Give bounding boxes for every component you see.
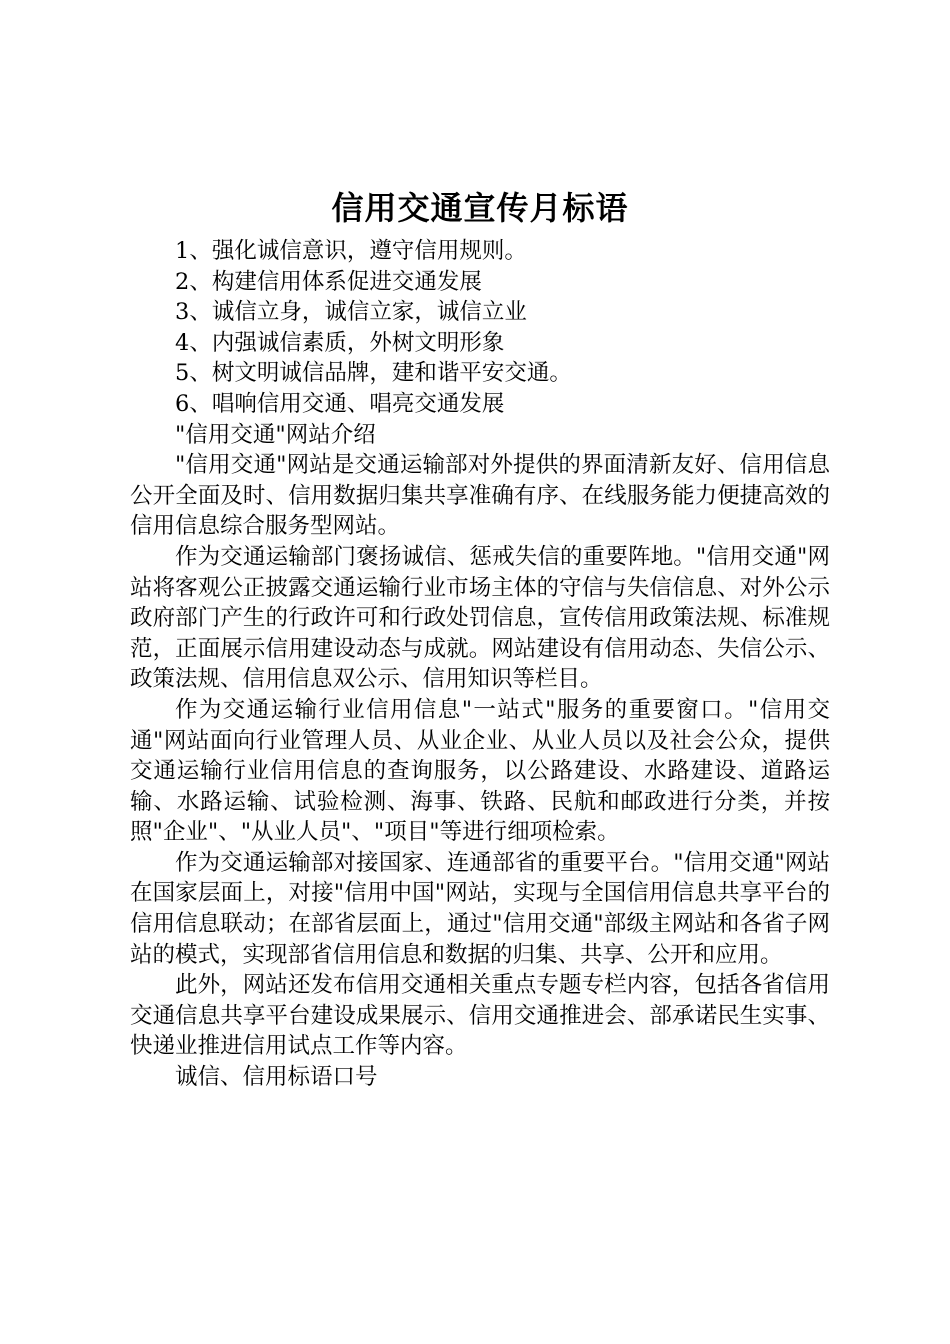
body-paragraph: 作为交通运输部门褒扬诚信、惩戒失信的重要阵地。"信用交通"网站将客观公正披露交通运输行业市场主体的守信与失信信息、对外公示政府部门产生的行政许可和行政处罚信息，宣传信用政策法规、标准规范，正面展示信用建设动态与成就。网站建设有信用动态、失信公示、政策法规、信用信息双公示、信用知识等栏目。	[130, 543, 830, 693]
slogan-item: 3、诚信立身，诚信立家，诚信立业	[175, 299, 527, 326]
document-title: 信用交通宣传月标语	[331, 189, 629, 227]
slogan-item: 6、唱响信用交通、唱亮交通发展	[175, 390, 505, 417]
body-paragraph: 此外，网站还发布信用交通相关重点专题专栏内容，包括各省信用交通信息共享平台建设成果展示、信用交通推进会、部承诺民生实事、快递业推进信用试点工作等内容。	[130, 972, 830, 1060]
slogan-item: 4、内强诚信素质，外树文明形象	[175, 329, 505, 356]
body-paragraph: 作为交通运输行业信用信息"一站式"服务的重要窗口。"信用交通"网站面向行业管理人员、从业企业、从业人员以及社会公众，提供交通运输行业信用信息的查询服务，以公路建设、水路建设、道路运输、水路运输、试验检测、海事、铁路、民航和邮政进行分类，并按照"企业"、"从业人员"、"项目"等进行细项检索。	[130, 696, 830, 846]
slogan-item: 2、构建信用体系促进交通发展	[175, 268, 482, 295]
section-heading: "信用交通"网站介绍	[175, 421, 376, 448]
document-page	[130, 186, 830, 1093]
slogan-item: 1、强化诚信意识，遵守信用规则。	[175, 238, 527, 264]
closing-heading: 诚信、信用标语口号	[175, 1064, 378, 1091]
body-paragraph: 作为交通运输部对接国家、连通部省的重要平台。"信用交通"网站在国家层面上，对接"信用中国"网站，实现与全国信用信息共享平台的信用信息联动；在部省层面上，通过"信用交通"部级主网站和各省子网站的模式，实现部省信用信息和数据的归集、共享、公开和应用。	[130, 849, 830, 968]
slogan-item: 5、树文明诚信品牌，建和谐平安交通。	[175, 360, 572, 387]
body-paragraph: "信用交通"网站是交通运输部对外提供的界面清新友好、信用信息公开全面及时、信用数据归集共享准确有序、在线服务能力便捷高效的信用信息综合服务型网站。	[130, 452, 830, 540]
